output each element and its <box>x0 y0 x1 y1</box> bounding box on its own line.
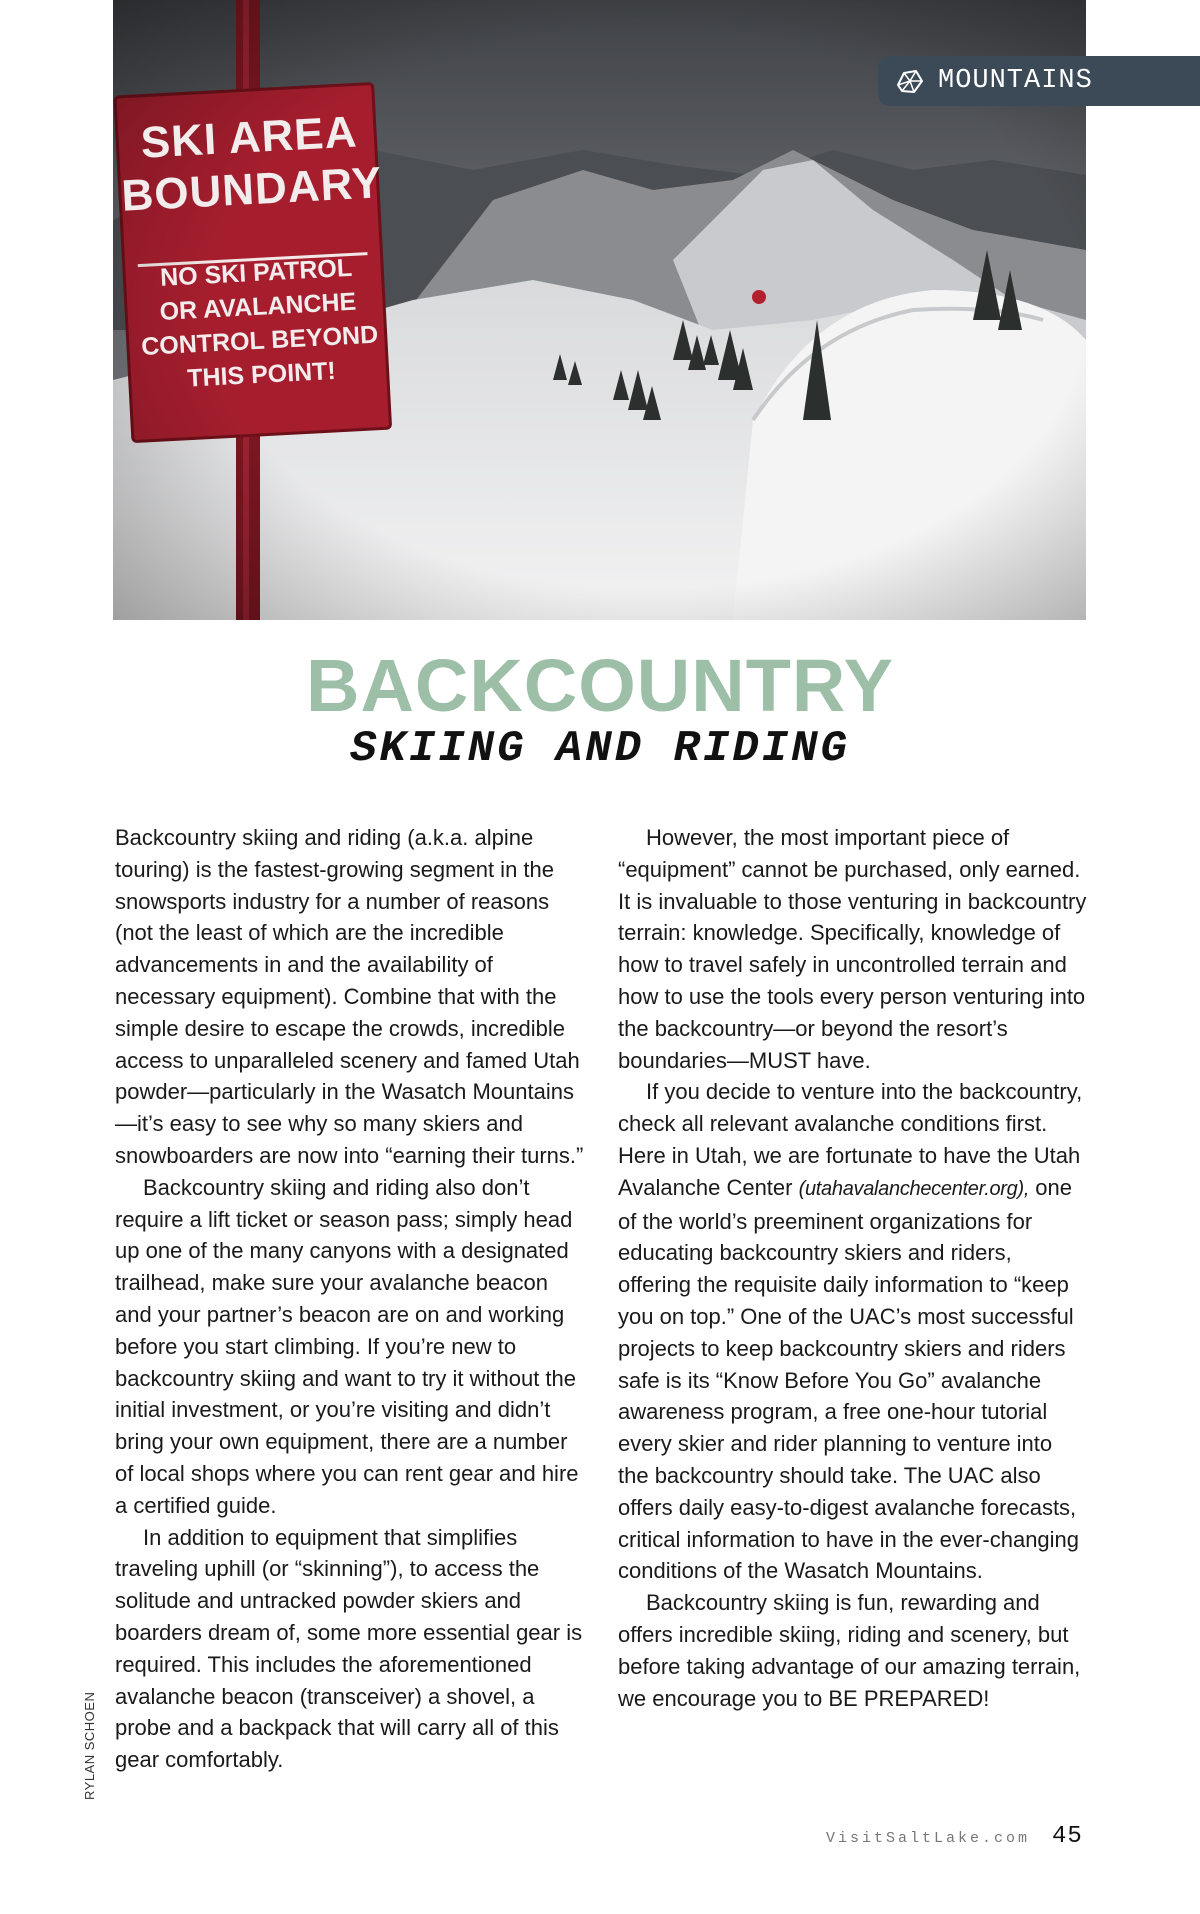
sign-line-2: BOUNDARY <box>120 158 384 221</box>
article-title: BACKCOUNTRY <box>306 644 894 727</box>
section-tab <box>878 56 1200 106</box>
sign-text <box>117 105 393 398</box>
paragraph-lift-ticket: Backcountry skiing and riding also don’t require a lift ticket or season pass; simply head up one of the many canyons with a designated trailhead, make sure your avalanche beacon and your partner’s beacon are on and working before you start climbing. If you’re new to backcountry skiing and want to try it without the initial investment, or you’re visiting and didn’t bring your own equipment, there are a number of local shops where you can rent gear and hire a certified guide. <box>115 1174 579 1518</box>
sign-line-3: NO SKI PATROL <box>159 253 353 292</box>
body-column-right <box>618 822 1088 1714</box>
sign-line-5: CONTROL BEYOND <box>140 320 379 361</box>
page-number: 45 <box>1052 1823 1083 1850</box>
section-tab-label: MOUNTAINS <box>938 66 1093 96</box>
sign-line-1: SKI AREA <box>139 107 359 168</box>
photo-credit: RYLAN SCHOEN <box>82 1691 97 1800</box>
avalanche-center-link[interactable]: (utahavalanchecenter.org), <box>798 1177 1030 1200</box>
paragraph-avalanche-center <box>618 1076 1088 1587</box>
article-subtitle: SKIING AND RIDING <box>350 724 850 774</box>
mountain-gem-icon <box>894 65 926 97</box>
paragraph-equipment: In addition to equipment that simplifies traveling uphill (or “skinning”), to access the solitude and untracked powder skiers and boarders dream of, some more essential gear is required. This includes the aforementioned avalanche beacon (transceiver) a shovel, a probe and a backpack that will carry all of this gear comfortably. <box>115 1524 583 1773</box>
avalanche-center-text-2: one of the world’s preeminent organizations for educating backcountry skiers and riders, offering the requisite daily information to “keep you on top.” One of the UAC’s most successful projects to keep backcountry skiers and riders safe is its “Know Before You Go” avalanche awareness program, a free one-hour tutorial every skier and rider planning to venture into the backcountry should take. The UAC also offers daily easy-to-digest avalanche forecasts, critical information to have in the ever-changing conditions of the Wasatch Mountains. <box>618 1174 1080 1584</box>
paragraph-be-prepared: Backcountry skiing is fun, rewarding and offers incredible skiing, riding and scenery, but before taking advantage of our amazing terrain, we encourage you to BE PREPARED! <box>618 1590 1081 1711</box>
paragraph-knowledge: However, the most important piece of “equipment” cannot be purchased, only earned. It is invaluable to those venturing in backcountry terrain: knowledge. Specifically, knowledge of how to travel safely in uncontrolled terrain and how to use the tools every person venturing into the backcountry—or beyond the resort’s boundaries—MUST have. <box>618 825 1087 1073</box>
sign-line-4: OR AVALANCHE <box>158 287 357 326</box>
paragraph-intro: Backcountry skiing and riding (a.k.a. alpine touring) is the fastest-growing segment in the snowsports industry for a number of reasons (not the least of which are the incredible advancements in and the availability of necessary equipment). Combine that with the simple desire to escape the crowds, incredible access to unparalleled scenery and famed Utah powder—particularly in the Wasatch Mountains—it’s easy to see why so many skiers and snowboarders are now into “earning their turns.” <box>115 825 584 1168</box>
sign-line-6: THIS POINT! <box>186 356 337 393</box>
body-column-left <box>115 822 585 1776</box>
avalanche-center-text-1: If you decide to venture into the backcountry, check all relevant avalanche conditions first. Here in Utah, we are fortunate to have the Utah Avalanche Center <box>618 1079 1083 1200</box>
footer-website[interactable]: VisitSaltLake.com <box>826 1830 1031 1847</box>
